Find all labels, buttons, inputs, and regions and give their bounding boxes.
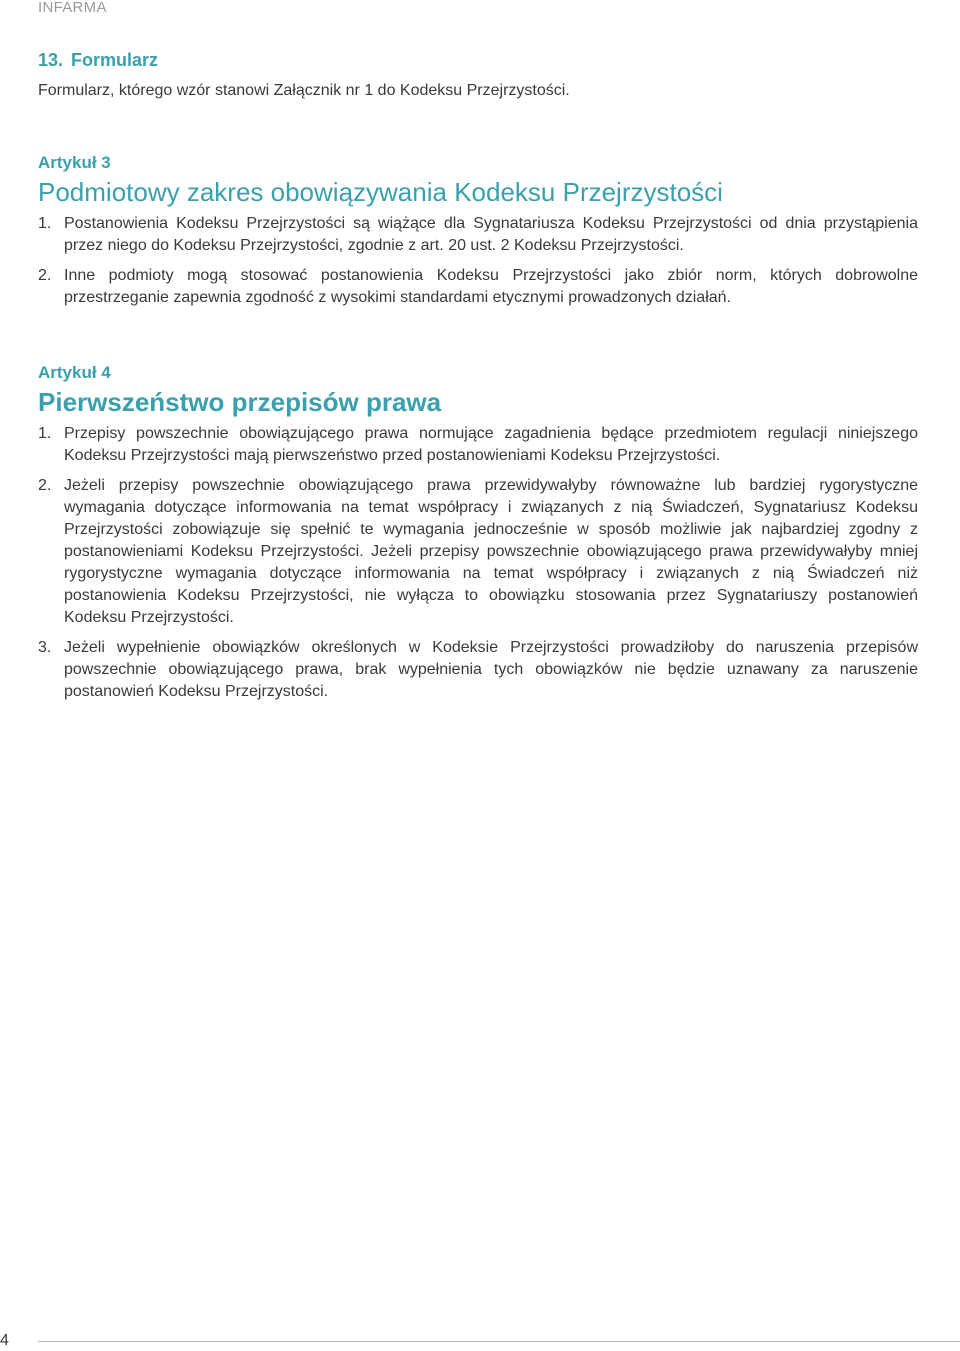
article-item — [38, 265, 918, 309]
section-body: Formularz, którego wzór stanowi Załącznik nr 1 do Kodeksu Przejrzystości. — [38, 82, 570, 99]
item-number: 3. — [38, 639, 52, 656]
item-text: Jeżeli wypełnienie obowiązków określonych w Kodeksie Przejrzystości prowadziłoby do naruszenia przepisów powszechnie obowiązującego prawa, brak wypełnienia tych obowiązków nie będzie uznawany za naruszenie postanowień Kodeksu Przejrzystości. — [64, 639, 918, 700]
article-item — [38, 637, 918, 703]
article-label: Artykuł 4 — [38, 363, 111, 382]
item-text: Inne podmioty mogą stosować postanowienia Kodeksu Przejrzystości jako zbiór norm, których dobrowolne przestrzeganie zapewnia zgodność z wysokimi standardami etycznymi prowadzonych działań. — [64, 267, 918, 306]
article-items — [38, 423, 918, 703]
article-item — [38, 475, 918, 629]
running-header: INFARMA — [38, 0, 107, 16]
item-number: 2. — [38, 267, 52, 284]
section-heading — [38, 48, 918, 72]
article-3 — [38, 151, 918, 317]
item-text: Postanowienia Kodeksu Przejrzystości są wiążące dla Sygnatariusza Kodeksu Przejrzystości od dnia przystąpienia przez niego do Kodeksu Przejrzystości, zgodnie z art. 20 ust. 2 Kodeksu Przejrzystości. — [64, 215, 918, 254]
article-4 — [38, 361, 918, 711]
article-item — [38, 213, 918, 257]
footer-divider — [38, 1341, 960, 1342]
item-number: 2. — [38, 477, 52, 494]
section-title: Formularz — [71, 50, 159, 70]
article-item — [38, 423, 918, 467]
section-13 — [38, 48, 918, 102]
section-number: 13. — [38, 50, 64, 70]
item-number: 1. — [38, 215, 52, 232]
item-text: Przepisy powszechnie obowiązującego prawa normujące zagadnienia będące przedmiotem regulacji niniejszego Kodeksu Przejrzystości mają pierwszeństwo przed postanowieniami Kodeksu Przejrzystości. — [64, 425, 918, 464]
article-items — [38, 213, 918, 309]
item-number: 1. — [38, 425, 52, 442]
item-text: Jeżeli przepisy powszechnie obowiązującego prawa przewidywałyby równoważne lub bardziej rygorystyczne wymagania dotyczące informowania na temat współpracy i związanych z nią Świadczeń, Sygnatariusz Kodeksu Przejrzystości zobowiązuje się spełnić te wymagania jednocześnie w sposób możliwie jak najbardziej zgodny z postanowieniami Kodeksu Przejrzystości. Jeżeli przepisy powszechnie obowiązującego prawa przewidywałyby mniej rygorystyczne wymagania dotyczące informowania na temat współpracy i związanych z nią Świadczeń niż postanowienia Kodeksu Przejrzystości, nie wyłącza to obowiązku stosowania przez Sygnatariuszy postanowień Kodeksu Przejrzystości. — [64, 477, 918, 626]
page-number: 4 — [0, 1332, 9, 1349]
article-title: Pierwszeństwo przepisów prawa — [38, 387, 442, 417]
article-label: Artykuł 3 — [38, 153, 111, 172]
article-title: Podmiotowy zakres obowiązywania Kodeksu Przejrzystości — [38, 177, 723, 207]
